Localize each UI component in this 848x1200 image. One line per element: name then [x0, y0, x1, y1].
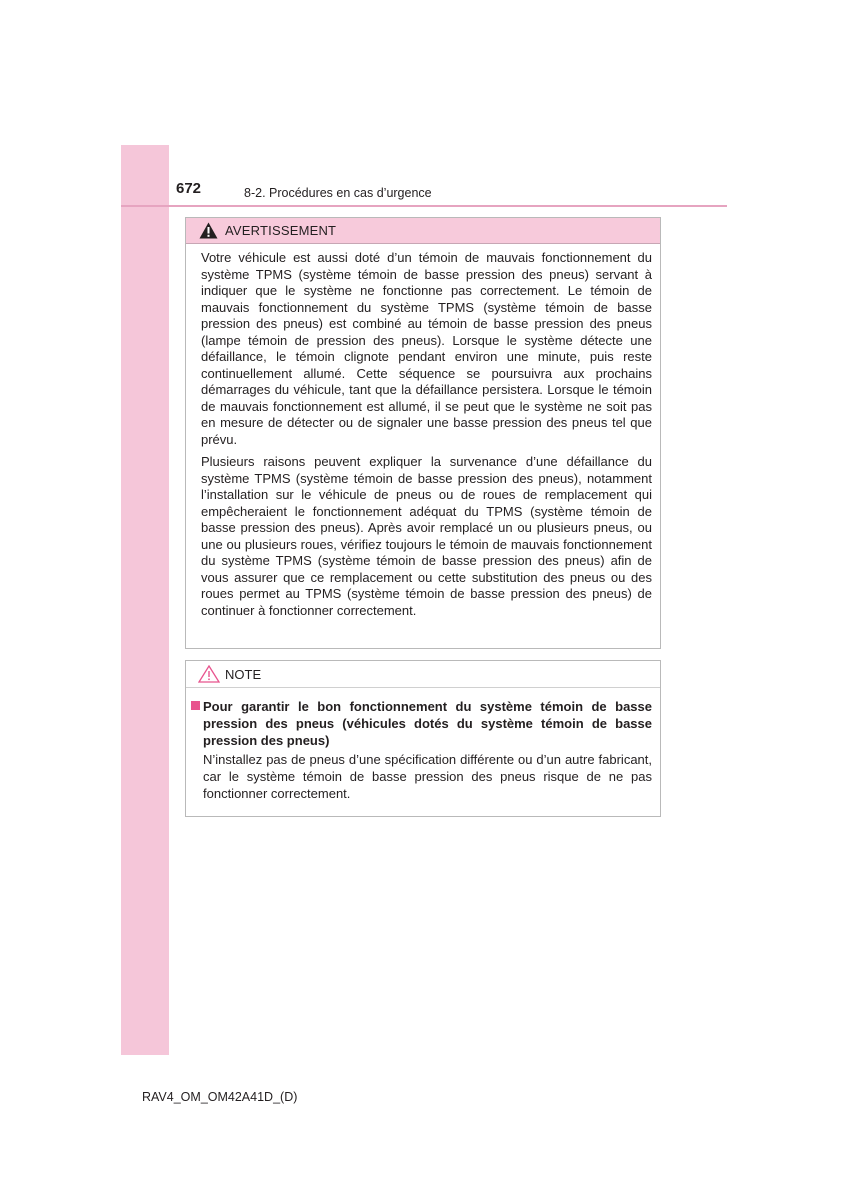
warning-body	[186, 244, 660, 619]
caution-outline-triangle-icon	[198, 665, 220, 683]
note-title: NOTE	[225, 666, 262, 682]
note-header	[186, 661, 660, 688]
note-heading: Pour garantir le bon fonctionnement du système témoin de basse pression des pneus (véhicules dotés du système témoin de basse pression des pneus)	[203, 699, 652, 748]
chapter-side-tab	[121, 145, 169, 1055]
warning-title: AVERTISSEMENT	[225, 223, 337, 238]
bullet-square-icon	[191, 701, 200, 710]
warning-header	[186, 218, 660, 244]
warning-box	[185, 217, 661, 649]
warning-paragraph-2: Plusieurs raisons peuvent expliquer la survenance d’une défaillance du système TPMS (système témoin de basse pression des pneus), notamment l’installation sur le véhicule de pneus ou de roues de remplacement qui empêcheraient le fonctionnement adéquat du TPMS (système témoin de basse pression des pneus). Après avoir remplacé un ou plusieurs pneus, ou une ou plusieurs roues, vérifiez toujours le témoin de mauvais fonctionnement du système TPMS (système témoin de basse pression des pneus) afin de vous assurer que ce remplacement ou cette substitution des pneus ou des roues permet au TPMS (système témoin de basse pression des pneus) de continuer à fonctionner correctement.	[201, 454, 652, 618]
header-rule	[121, 205, 727, 207]
note-heading-row	[191, 698, 652, 749]
note-text: N’installez pas de pneus d’une spécification différente ou d’un autre fabricant, car le système témoin de basse pression des pneus risque de ne pas fonctionner correctement.	[203, 752, 652, 801]
note-body	[186, 688, 660, 802]
warning-triangle-icon	[199, 222, 218, 239]
note-box	[185, 660, 661, 817]
document-code: RAV4_OM_OM42A41D_(D)	[142, 1090, 298, 1104]
section-title: 8-2. Procédures en cas d’urgence	[244, 186, 432, 200]
warning-paragraph-1: Votre véhicule est aussi doté d’un témoin de mauvais fonctionnement du système TPMS (système témoin de basse pression des pneus) servant à indiquer que le système ne fonctionne pas correctement. Le témoin de mauvais fonctionnement du système TPMS (système témoin de basse pression des pneus) est combiné au témoin de basse pression des pneus (lampe témoin de pression des pneus). Lorsque le système détecte une défaillance, le témoin clignote pendant environ une minute, puis reste continuellement allumé. Cette séquence se poursuivra aux prochains démarrages du véhicule, tant que la défaillance persistera. Lorsque le témoin de mauvais fonctionnement est allumé, il se peut que le système ne soit pas en mesure de détecter ou de signaler une basse pression des pneus tel que prévu.	[201, 250, 652, 447]
page-number: 672	[176, 180, 202, 197]
